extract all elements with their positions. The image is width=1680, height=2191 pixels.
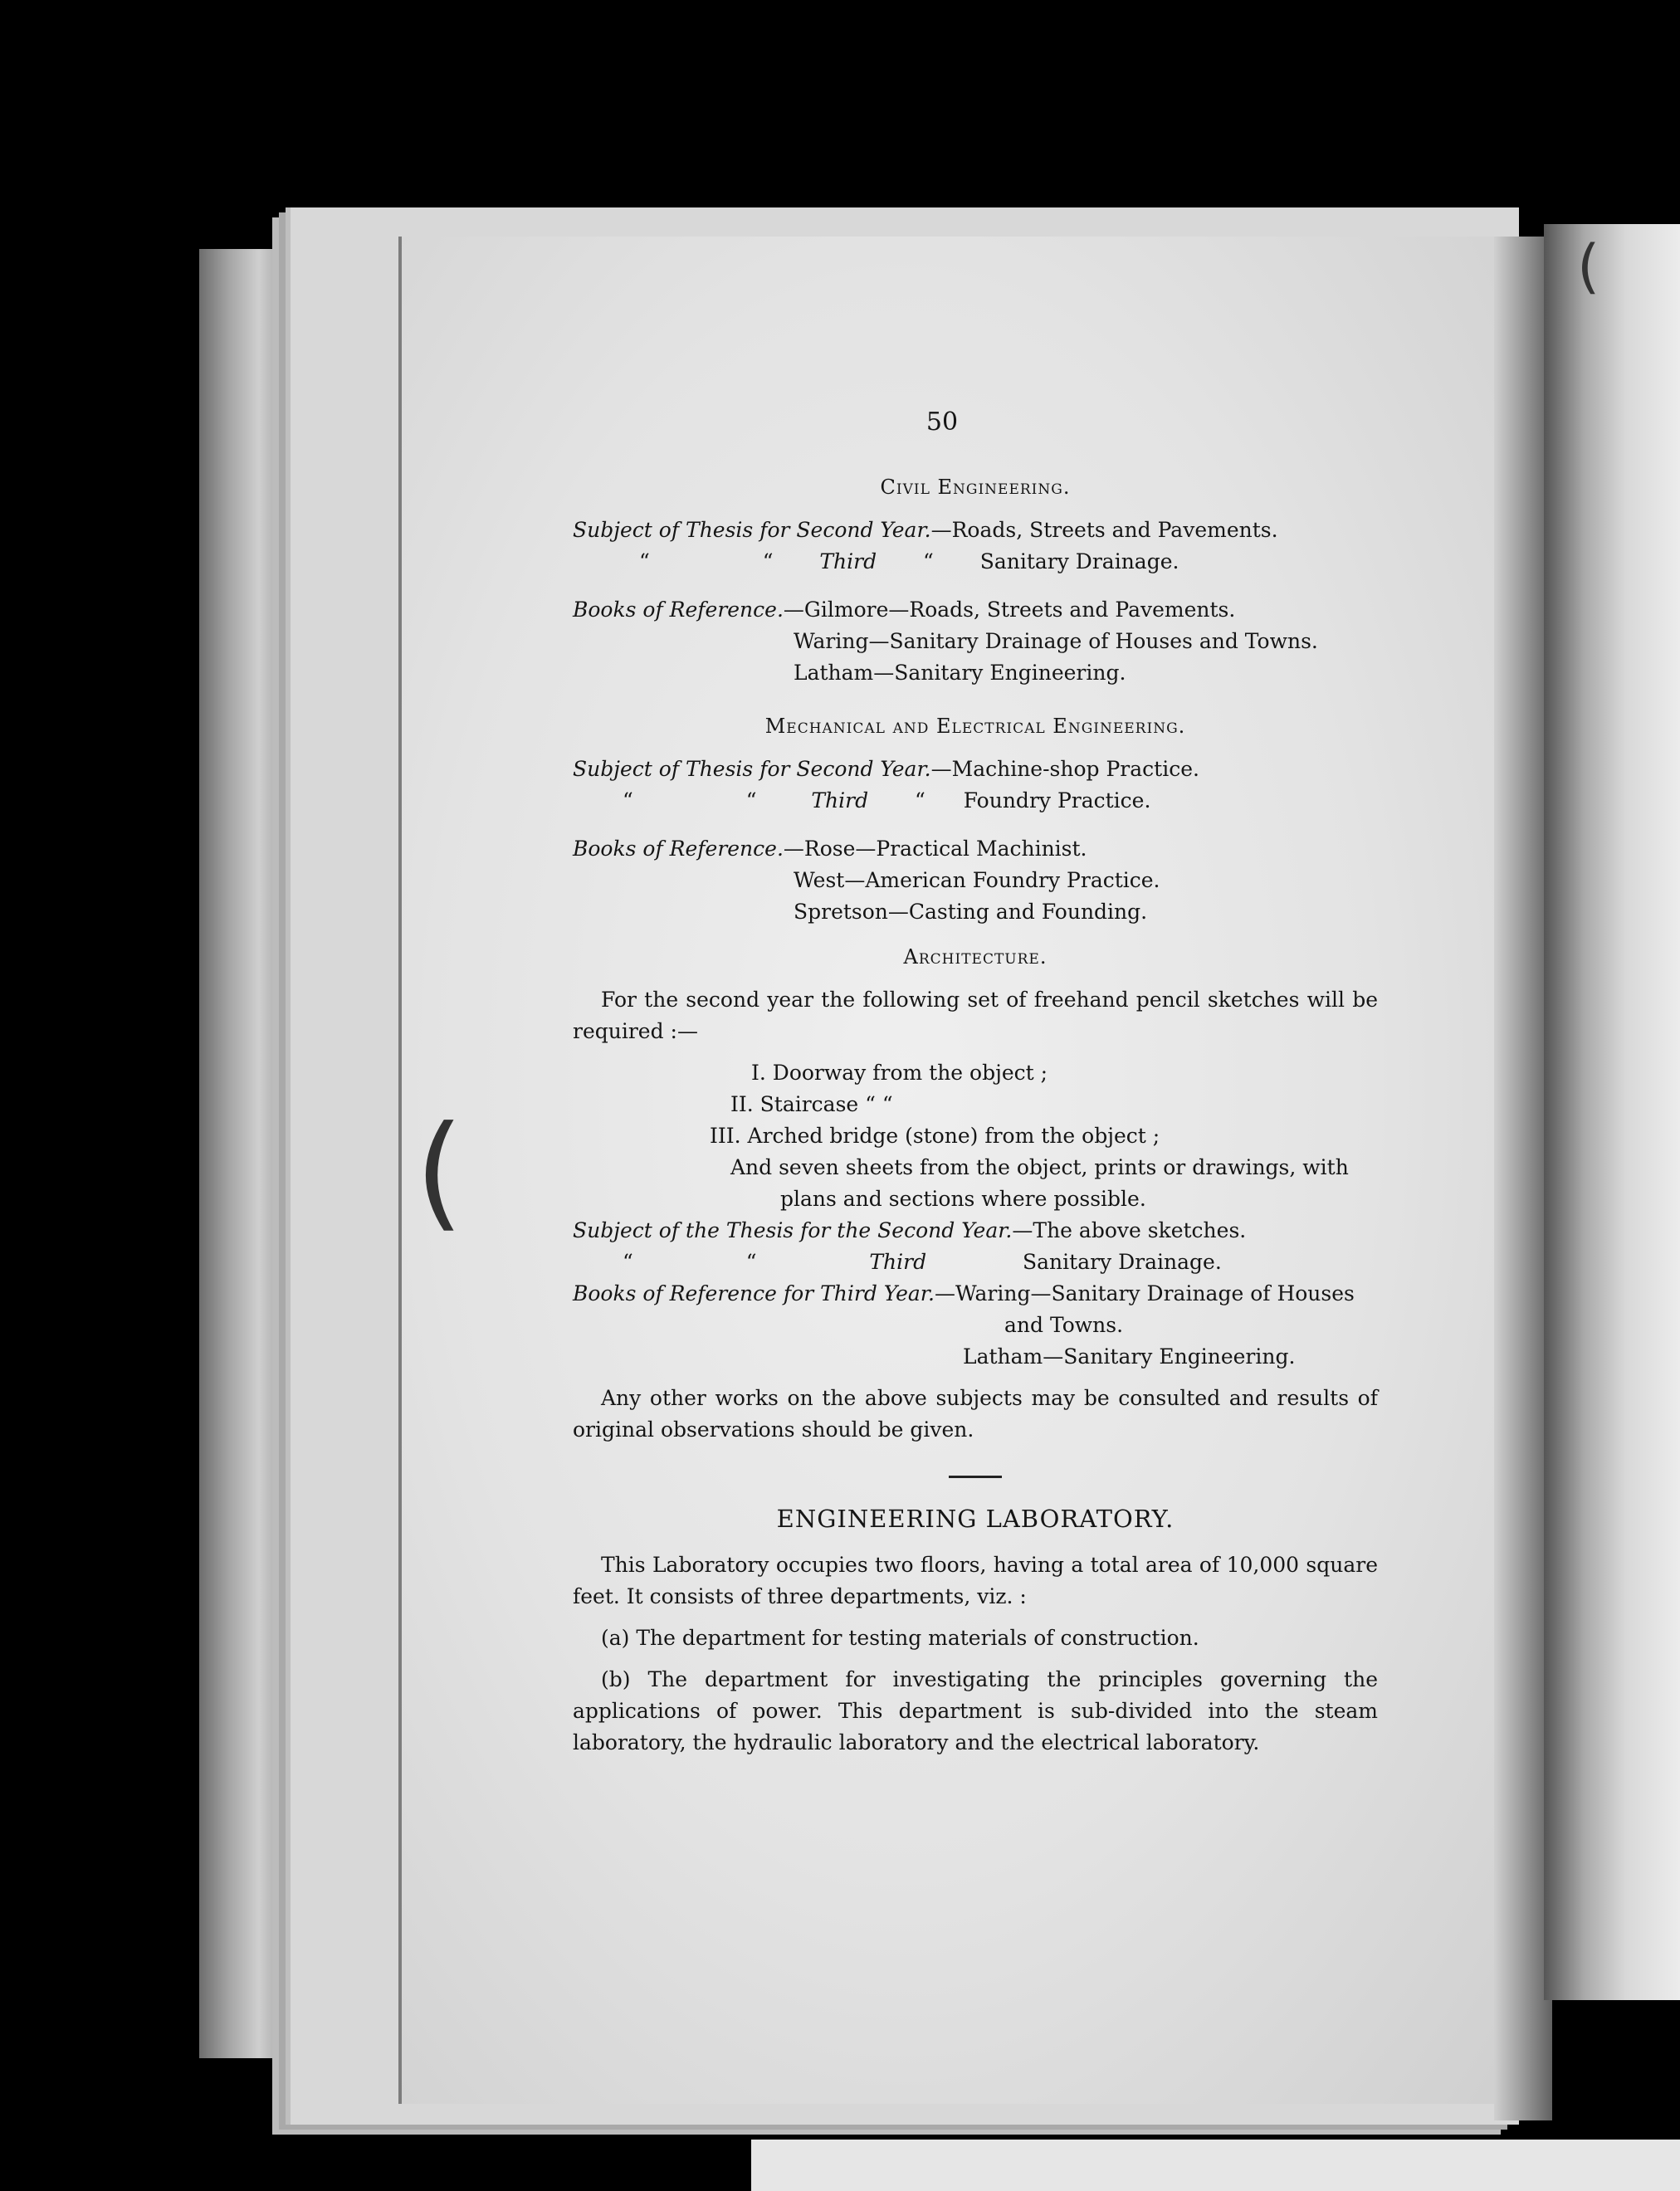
arch-books-line xyxy=(573,1278,1378,1310)
arch-books-label: Books of Reference for Third Year. xyxy=(573,1281,935,1305)
civil-thesis-third xyxy=(573,546,1378,578)
arch-book: —Waring—Sanitary Drainage of Houses xyxy=(934,1281,1355,1305)
ditto-mark: “ xyxy=(623,788,633,812)
engineering-laboratory-heading: ENGINEERING LABORATORY. xyxy=(776,1505,1175,1533)
civil-books-label: Books of Reference. xyxy=(573,598,784,622)
pencil-bracket-mark: ( xyxy=(415,1100,464,1244)
page-content xyxy=(573,407,1378,1769)
mechanical-engineering-heading: Mechanical and Electrical Engineering. xyxy=(764,715,1186,738)
architecture-intro: For the second year the following set of freehand pencil sketches will be required :— xyxy=(573,988,1378,1043)
arch-thesis-second-label: Subject of the Thesis for the Second Year. xyxy=(573,1218,1013,1242)
mech-book: West—American Foundry Practice. xyxy=(794,868,1160,892)
civil-thesis-third-value: Sanitary Drainage. xyxy=(979,549,1179,573)
ditto-mark: “ xyxy=(923,549,934,573)
pencil-mark-right: ( xyxy=(1577,232,1600,300)
mech-thesis-third-value: Foundry Practice. xyxy=(963,788,1151,812)
architecture-item: I. Doorway from the object ; xyxy=(751,1061,1048,1085)
mech-thesis-third xyxy=(573,785,1378,817)
civil-book: —Gilmore—Roads, Streets and Pavements. xyxy=(783,598,1236,622)
arch-thesis-third-value: Sanitary Drainage. xyxy=(1023,1250,1222,1274)
architecture-item: II. Staircase “ “ xyxy=(730,1092,893,1116)
ditto-mark: “ xyxy=(639,549,650,573)
mech-thesis-second-label: Subject of Thesis for Second Year. xyxy=(573,757,931,781)
arch-thesis-second-value: —The above sketches. xyxy=(1012,1218,1247,1242)
ditto-mark: “ xyxy=(623,1250,633,1274)
laboratory-intro: This Laboratory occupies two floors, having a total area of 10,000 square feet. It consists of three departments, viz. : xyxy=(573,1553,1378,1608)
mech-book: Spretson—Casting and Founding. xyxy=(794,900,1148,924)
mech-book: —Rose—Practical Machinist. xyxy=(783,837,1087,861)
facing-page-edge xyxy=(1544,224,1680,2000)
civil-book: Latham—Sanitary Engineering. xyxy=(794,661,1126,685)
civil-engineering-heading: Civil Engineering. xyxy=(880,476,1071,499)
civil-books-line xyxy=(573,594,1378,626)
mech-books-line xyxy=(573,833,1378,865)
civil-thesis-second-value: —Roads, Streets and Pavements. xyxy=(930,518,1278,542)
arch-book: and Towns. xyxy=(1004,1313,1124,1337)
paper-scrap xyxy=(751,2140,1680,2191)
ditto-mark: “ xyxy=(762,549,774,573)
laboratory-dept-a: (a) The department for testing materials of construction. xyxy=(601,1626,1199,1650)
laboratory-dept-b: (b) The department for investigating the principles governing the applications of power. This department is sub-divided into the steam laboratory, the hydraulic laboratory and the electrical laboratory. xyxy=(573,1667,1378,1754)
mech-thesis-second-value: —Machine-shop Practice. xyxy=(930,757,1199,781)
civil-thesis-second xyxy=(573,515,1378,546)
mech-third-label: Third xyxy=(811,788,869,812)
left-book-edge xyxy=(199,249,299,2058)
page-number: 50 xyxy=(925,407,959,437)
arch-third-label: Third xyxy=(869,1250,927,1274)
civil-thesis-second-label: Subject of Thesis for Second Year. xyxy=(573,518,931,542)
mech-books-label: Books of Reference. xyxy=(573,837,784,861)
arch-thesis-second xyxy=(573,1215,1378,1247)
arch-book: Latham—Sanitary Engineering. xyxy=(963,1344,1296,1369)
ditto-mark: “ xyxy=(915,788,925,812)
mech-thesis-second xyxy=(573,754,1378,785)
architecture-closing: Any other works on the above subjects may be consulted and results of original observations should be given. xyxy=(573,1386,1378,1442)
architecture-seven-sheets: plans and sections where possible. xyxy=(780,1187,1146,1211)
architecture-item: III. Arched bridge (stone) from the object ; xyxy=(710,1124,1160,1148)
architecture-heading: Architecture. xyxy=(903,945,1048,969)
civil-third-label: Third xyxy=(819,549,877,573)
ditto-mark: “ xyxy=(745,788,757,812)
arch-thesis-third xyxy=(573,1247,1378,1278)
civil-book: Waring—Sanitary Drainage of Houses and Towns. xyxy=(794,629,1318,653)
ditto-mark: “ xyxy=(745,1250,757,1274)
architecture-seven-sheets: And seven sheets from the object, prints or drawings, with xyxy=(730,1155,1349,1179)
section-divider xyxy=(949,1476,1002,1478)
